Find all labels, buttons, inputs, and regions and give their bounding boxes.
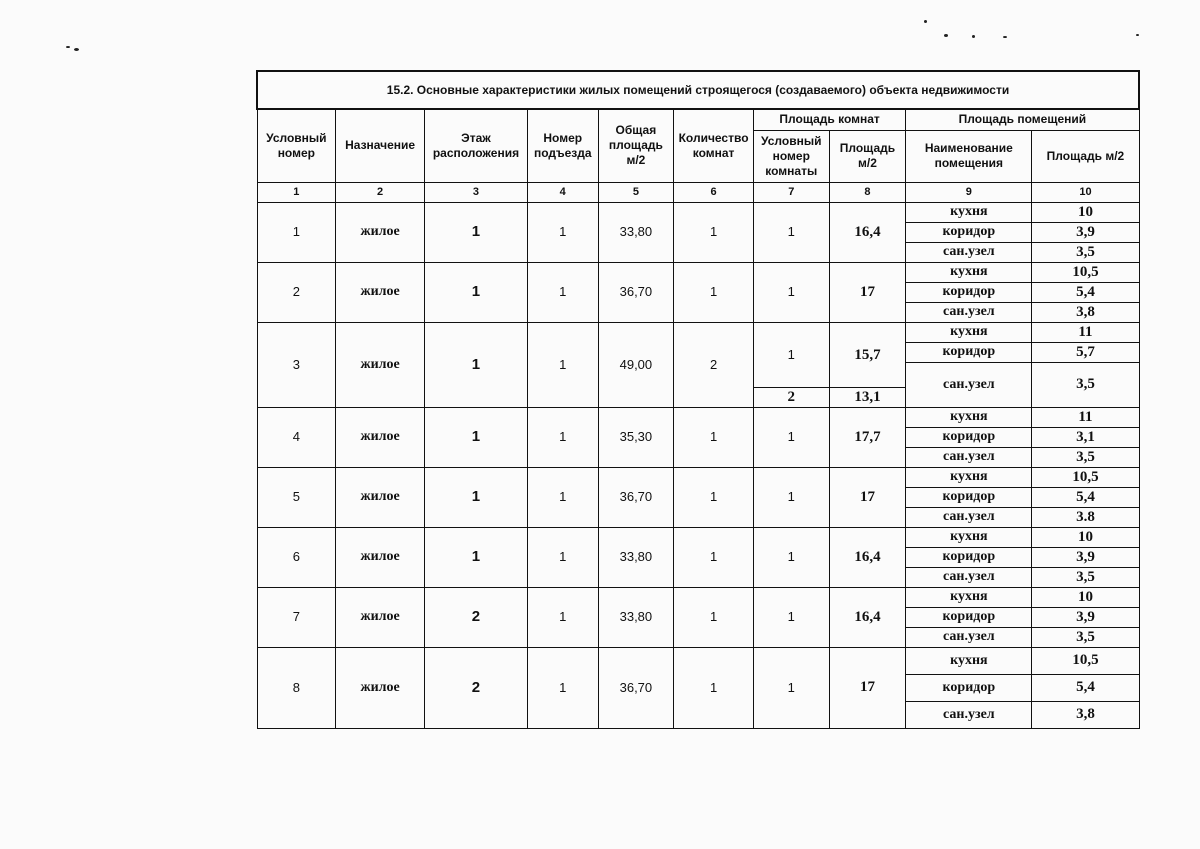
cell-room-area: 17: [829, 262, 906, 322]
cell-entrance: 1: [527, 202, 598, 262]
cell-premise-name: сан.узел: [906, 567, 1032, 587]
cell-premise-area: 10,5: [1032, 262, 1139, 282]
cell-premise-area: 3,9: [1032, 607, 1139, 627]
cell-room-area: 16,4: [829, 587, 906, 647]
cell-premise-name: сан.узел: [906, 701, 1032, 728]
header-entrance: Номер подъезда: [527, 109, 598, 182]
cell-floor: 1: [425, 202, 528, 262]
cell-premise-area: 10: [1032, 202, 1139, 222]
cell-floor: 1: [425, 322, 528, 407]
cell-room-num: 1: [753, 527, 829, 587]
column-index: 4: [527, 182, 598, 202]
cell-premise-name: кухня: [906, 467, 1032, 487]
cell-floor: 1: [425, 262, 528, 322]
cell-rooms-count: 1: [674, 407, 754, 467]
header-num: Условный номер: [257, 109, 336, 182]
cell-rooms-count: 1: [674, 467, 754, 527]
scan-speck: [924, 20, 927, 23]
cell-premise-area: 3.8: [1032, 507, 1139, 527]
cell-purpose: жилое: [336, 202, 425, 262]
cell-premise-area: 5,4: [1032, 674, 1139, 701]
cell-premise-name: кухня: [906, 202, 1032, 222]
residential-premises-table: [256, 70, 1140, 729]
cell-room-area: 13,1: [829, 387, 906, 407]
cell-premise-name: кухня: [906, 587, 1032, 607]
cell-premise-name: коридор: [906, 342, 1032, 362]
header-purpose: Назначение: [336, 109, 425, 182]
cell-room-area: 15,7: [829, 322, 906, 387]
cell-premise-name: коридор: [906, 547, 1032, 567]
header-prem-area: Площадь м/2: [1032, 130, 1139, 182]
cell-premise-area: 11: [1032, 407, 1139, 427]
cell-floor: 1: [425, 527, 528, 587]
cell-premise-area: 3,1: [1032, 427, 1139, 447]
cell-num: 1: [257, 202, 336, 262]
cell-premise-area: 3,8: [1032, 302, 1139, 322]
cell-premise-area: 3,5: [1032, 362, 1139, 407]
column-index: 9: [906, 182, 1032, 202]
cell-premise-name: сан.узел: [906, 507, 1032, 527]
cell-premise-name: кухня: [906, 647, 1032, 674]
scan-speck: [1136, 34, 1139, 36]
cell-room-num: 1: [753, 587, 829, 647]
column-index: 1: [257, 182, 336, 202]
cell-room-area: 17: [829, 467, 906, 527]
cell-area: 36,70: [598, 262, 674, 322]
cell-num: 8: [257, 647, 336, 728]
cell-premise-name: сан.узел: [906, 627, 1032, 647]
cell-premise-name: коридор: [906, 674, 1032, 701]
cell-premise-name: коридор: [906, 282, 1032, 302]
cell-rooms-count: 1: [674, 647, 754, 728]
cell-entrance: 1: [527, 527, 598, 587]
cell-premise-area: 3,9: [1032, 547, 1139, 567]
cell-rooms-count: 1: [674, 587, 754, 647]
header-rooms-count: Количество комнат: [674, 109, 754, 182]
cell-premise-area: 10,5: [1032, 647, 1139, 674]
cell-room-num: 1: [753, 262, 829, 322]
header-room-area: Площадь м/2: [829, 130, 906, 182]
cell-entrance: 1: [527, 322, 598, 407]
header-rooms-group: Площадь комнат: [753, 109, 905, 130]
cell-floor: 2: [425, 587, 528, 647]
cell-num: 3: [257, 322, 336, 407]
cell-purpose: жилое: [336, 407, 425, 467]
cell-premise-name: коридор: [906, 607, 1032, 627]
cell-area: 33,80: [598, 202, 674, 262]
cell-premise-name: сан.узел: [906, 362, 1032, 407]
cell-purpose: жилое: [336, 527, 425, 587]
cell-premise-area: 10: [1032, 527, 1139, 547]
cell-premise-name: кухня: [906, 407, 1032, 427]
cell-premise-name: сан.узел: [906, 447, 1032, 467]
column-index: 5: [598, 182, 674, 202]
cell-purpose: жилое: [336, 262, 425, 322]
cell-area: 35,30: [598, 407, 674, 467]
cell-entrance: 1: [527, 587, 598, 647]
cell-area: 33,80: [598, 527, 674, 587]
cell-num: 6: [257, 527, 336, 587]
cell-room-num: 1: [753, 202, 829, 262]
column-index: 8: [829, 182, 906, 202]
cell-premise-name: кухня: [906, 527, 1032, 547]
column-index: 3: [425, 182, 528, 202]
cell-rooms-count: 2: [674, 322, 754, 407]
cell-floor: 1: [425, 407, 528, 467]
scan-speck: [1003, 36, 1007, 38]
cell-rooms-count: 1: [674, 527, 754, 587]
cell-area: 33,80: [598, 587, 674, 647]
column-index: 2: [336, 182, 425, 202]
cell-premise-name: кухня: [906, 322, 1032, 342]
header-premises-group: Площадь помещений: [906, 109, 1139, 130]
cell-premise-name: коридор: [906, 222, 1032, 242]
cell-premise-area: 3,5: [1032, 242, 1139, 262]
cell-premise-name: кухня: [906, 262, 1032, 282]
cell-floor: 2: [425, 647, 528, 728]
cell-premise-area: 5,4: [1032, 487, 1139, 507]
scan-speck: [944, 34, 948, 37]
cell-num: 7: [257, 587, 336, 647]
cell-premise-name: коридор: [906, 487, 1032, 507]
cell-premise-area: 10,5: [1032, 467, 1139, 487]
cell-room-area: 16,4: [829, 527, 906, 587]
header-floor: Этаж расположения: [425, 109, 528, 182]
header-room-num: Условный номер комнаты: [753, 130, 829, 182]
column-index: 7: [753, 182, 829, 202]
cell-area: 36,70: [598, 467, 674, 527]
cell-entrance: 1: [527, 467, 598, 527]
cell-room-num: 1: [753, 322, 829, 387]
scan-speck: [74, 48, 79, 51]
cell-premise-name: сан.узел: [906, 302, 1032, 322]
cell-floor: 1: [425, 467, 528, 527]
cell-premise-area: 10: [1032, 587, 1139, 607]
header-prem-name: Наименование помещения: [906, 130, 1032, 182]
cell-premise-name: сан.узел: [906, 242, 1032, 262]
cell-entrance: 1: [527, 647, 598, 728]
cell-rooms-count: 1: [674, 262, 754, 322]
cell-purpose: жилое: [336, 647, 425, 728]
scan-speck: [66, 46, 70, 48]
cell-premise-area: 3,9: [1032, 222, 1139, 242]
cell-entrance: 1: [527, 407, 598, 467]
cell-num: 2: [257, 262, 336, 322]
cell-num: 5: [257, 467, 336, 527]
cell-area: 49,00: [598, 322, 674, 407]
cell-premise-area: 3,5: [1032, 567, 1139, 587]
cell-purpose: жилое: [336, 467, 425, 527]
cell-premise-area: 3,5: [1032, 627, 1139, 647]
cell-premise-area: 3,5: [1032, 447, 1139, 467]
cell-premise-area: 11: [1032, 322, 1139, 342]
column-index: 10: [1032, 182, 1139, 202]
cell-purpose: жилое: [336, 322, 425, 407]
cell-premise-area: 5,7: [1032, 342, 1139, 362]
cell-area: 36,70: [598, 647, 674, 728]
cell-premise-name: коридор: [906, 427, 1032, 447]
cell-purpose: жилое: [336, 587, 425, 647]
header-area: Общая площадь м/2: [598, 109, 674, 182]
cell-room-num: 1: [753, 467, 829, 527]
cell-premise-area: 5,4: [1032, 282, 1139, 302]
cell-room-area: 17,7: [829, 407, 906, 467]
scan-speck: [972, 35, 975, 38]
cell-num: 4: [257, 407, 336, 467]
cell-room-area: 16,4: [829, 202, 906, 262]
column-index: 6: [674, 182, 754, 202]
table-title: 15.2. Основные характеристики жилых помещений строящегося (создаваемого) объекта недвижимости: [257, 71, 1139, 109]
cell-room-num: 2: [753, 387, 829, 407]
cell-entrance: 1: [527, 262, 598, 322]
cell-premise-area: 3,8: [1032, 701, 1139, 728]
cell-room-area: 17: [829, 647, 906, 728]
cell-room-num: 1: [753, 647, 829, 728]
cell-rooms-count: 1: [674, 202, 754, 262]
cell-room-num: 1: [753, 407, 829, 467]
